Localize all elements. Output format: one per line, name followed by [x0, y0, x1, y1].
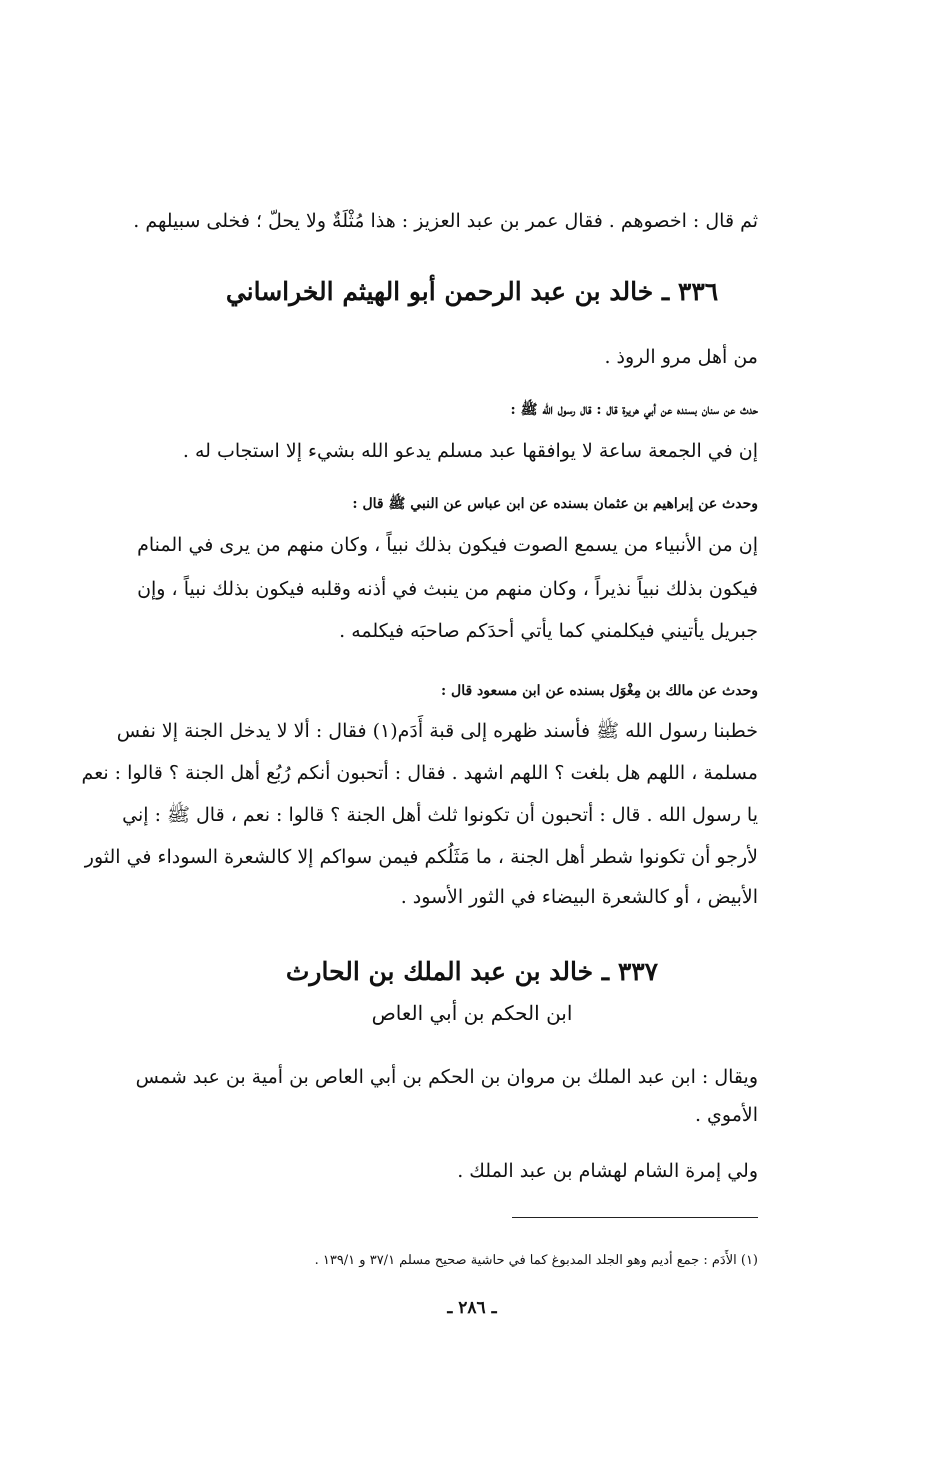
continuation-line: ثم قال : اخصوهم . فقال عمر بن عبد العزيز : هذا مُثْلَةٌ ولا يحلّ ؛ فخلى سبيلهم . [133, 210, 758, 232]
hadith-3-isnad: وحدث عن مالك بن مِغْوَل بسنده عن ابن مسعود قال : [441, 683, 758, 699]
hadith-2-line: جبريل يأتيني فيكلمني كما يأتي أحدَكم صاحبَه فيكلمه . [339, 620, 758, 642]
hadith-3-line: الأبيض ، أو كالشعرة البيضاء في الثور الأسود . [400, 886, 758, 908]
hadith-1-text: إن في الجمعة ساعة لا يوافقها عبد مسلم يدعو الله بشيء إلا استجاب له . [182, 440, 758, 462]
hadith-2-isnad: وحدث عن إبراهيم بن عثمان بسنده عن ابن عباس عن النبي ﷺ قال : [352, 496, 758, 512]
page-number: ـ ٢٨٦ ـ [447, 1298, 497, 1318]
footnote: (١) الأَدَم : جمع أديم وهو الجلد المدبوغ كما في حاشية صحيح مسلم ٣٧/١ و ١٣٩/١ . [314, 1253, 758, 1268]
hadith-1-isnad: حدث عن سنان بسنده عن أبي هريرة قال : قال رسول الله ﷺ : [510, 402, 758, 418]
lineage-line: الأموي . [694, 1104, 758, 1126]
lineage-line: ويقال : ابن عبد الملك بن مروان بن الحكم بن أبي العاص بن أمية بن عبد شمس [135, 1066, 758, 1088]
hadith-3-line: لأرجو أن تكونوا شطر أهل الجنة ، ما مَثَلُكم فيمن سواكم إلا كالشعرة السوداء في الثور [84, 846, 758, 868]
hadith-2-line: فيكون بذلك نبياً نذيراً ، وكان منهم من ينبث في أذنه وقلبه فيكون بذلك نبياً ، وإن [137, 578, 758, 600]
entry-337-heading: ٣٣٧ ـ خالد بن عبد الملك بن الحارث [285, 957, 659, 986]
hadith-3-line: مسلمة ، اللهم هل بلغت ؟ اللهم اشهد . فقال : أتحبون أنكم رُبُع أهل الجنة ؟ قالوا : نعم [81, 762, 758, 784]
hadith-2-line: إن من الأنبياء من يسمع الصوت فيكون بذلك نبياً ، وكان منهم من يرى في المنام [137, 534, 758, 556]
entry-336-heading: ٣٣٦ ـ خالد بن عبد الرحمن أبو الهيثم الخراساني [225, 277, 719, 306]
hadith-3-line: خطبنا رسول الله ﷺ فأسند ظهره إلى قبة أَدَم(١) فقال : ألا لا يدخل الجنة إلا نفس [116, 720, 758, 742]
entry-336-origin: من أهل مرو الروذ . [604, 346, 758, 368]
footnote-separator [512, 1217, 758, 1218]
office-line: ولي إمرة الشام لهشام بن عبد الملك . [457, 1160, 758, 1182]
entry-337-subheading: ابن الحكم بن أبي العاص [371, 1001, 573, 1025]
hadith-3-line: يا رسول الله . قال : أتحبون أن تكونوا ثلث أهل الجنة ؟ قالوا : نعم ، قال ﷺ : إني [122, 804, 758, 826]
